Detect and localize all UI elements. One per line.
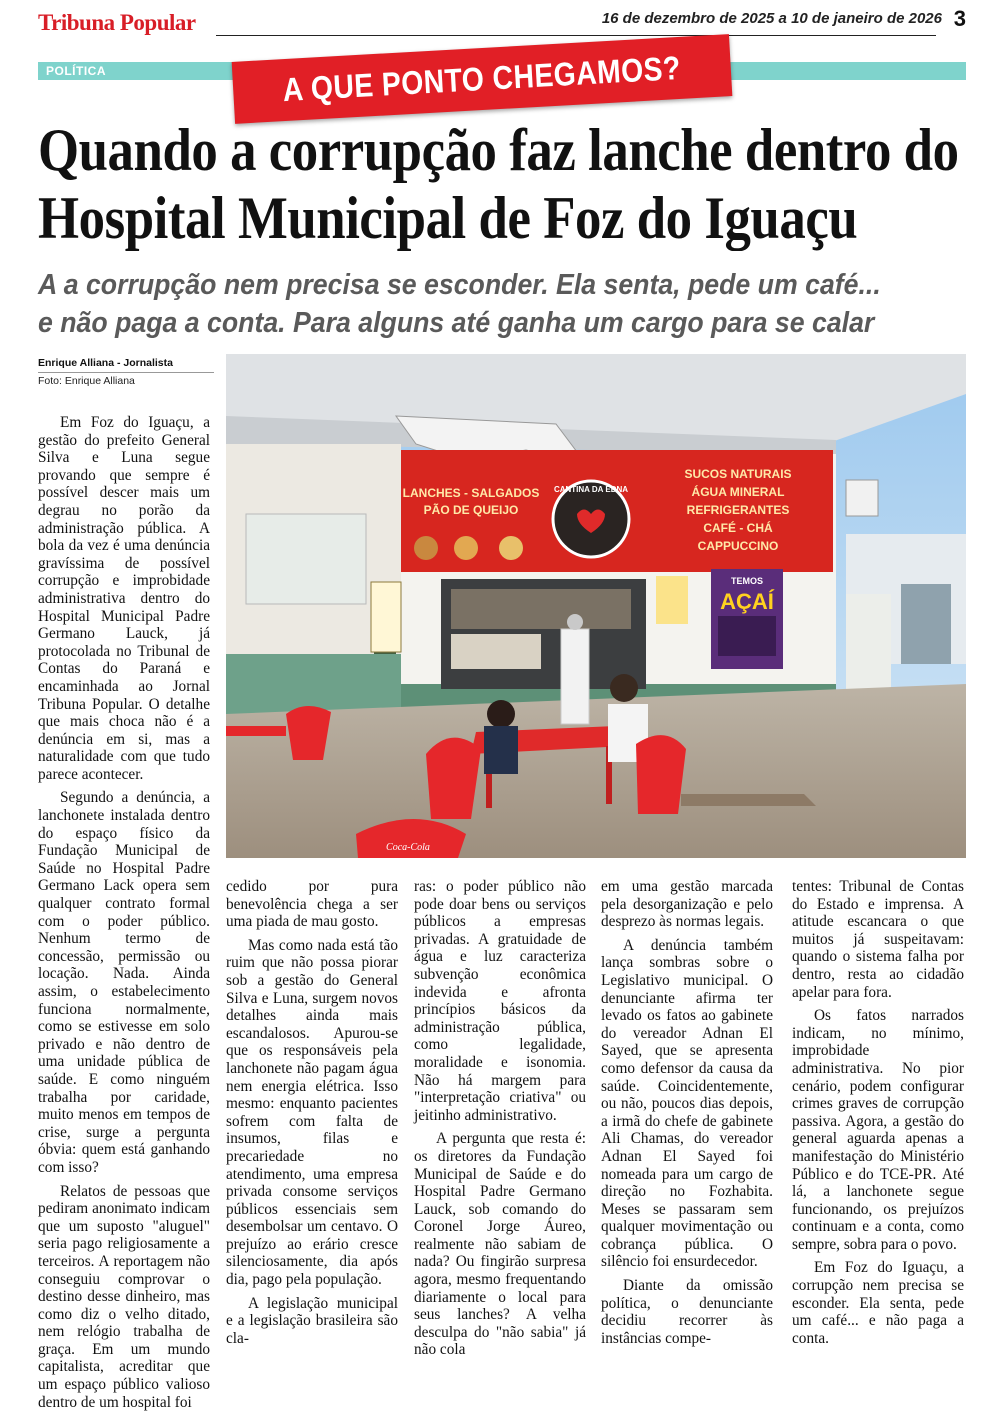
article-headline bbox=[38, 116, 959, 252]
article-column-3 bbox=[414, 878, 586, 1359]
subhead-line-1: A a corrupção nem precisa se esconder. Ela senta, pede um café... bbox=[38, 269, 881, 301]
paragraph: A pergunta que resta é: os diretores da Fundação Municipal de Saúde e do Hospital Padre Germano Lauck, sob comando do Coronel Jorge Áureo, realmente não sabiam de nada? Ou fingirão surpresa agora, mesmo frequentando diariamente o local para seus lanches? A velha desculpa do "não sabia" já não cola bbox=[414, 1130, 586, 1359]
paragraph: A legislação municipal e a legislação brasileira são cla- bbox=[226, 1294, 398, 1347]
masthead bbox=[38, 8, 966, 38]
paragraph: cedido por pura benevolência chega a ser uma piada de mau gosto. bbox=[226, 878, 398, 931]
paragraph: Diante da omissão política, o denunciante decidiu recorrer às instâncias compe- bbox=[601, 1277, 773, 1347]
paragraph: Mas como nada está tão ruim que não possa piorar sob a gestão do General Silva e Luna, surgem novos detalhes ainda mais escandalosos. Apurou-se que os responsáveis pela lanchonete não pagam água nem energia elétrica. Isso mesmo: enquanto pacientes sofrem com falta de insumos, filas e precariedade no atendimento, uma empresa privada consome serviços públicos essenciais sem desembolsar um centavo. O prejuízo ao erário cresce silenciosamente, dia após dia, pago pela população. bbox=[226, 936, 398, 1289]
article-column-2 bbox=[226, 878, 398, 1347]
sign-left-line-1: LANCHES - SALGADOS bbox=[402, 486, 540, 500]
paragraph: ras: o poder público não pode doar bens ou serviços públicos a empresas privadas. A gratuidade de água e luz caracteriza subvenção econômica indevida e afronta princípios básicos da administração pública, como legalidade, moralidade e isonomia. Não há margem para "interpretação criativa" ou jeitinho administrativo. bbox=[414, 878, 586, 1124]
masthead-rule bbox=[216, 35, 936, 36]
article-column-1 bbox=[38, 414, 210, 1411]
sign-right-item-1: SUCOS NATURAIS bbox=[684, 467, 792, 481]
article-column-5 bbox=[792, 878, 964, 1347]
paragraph: em uma gestão marcada pela desorganização e pelo desprezo às normas legais. bbox=[601, 878, 773, 931]
paragraph: Segundo a denúncia, a lanchonete instalada dentro do espaço físico da Fundação Municipal de Saúde no Hospital Padre Germano Lack opera sem qualquer contrato formal com o poder público. Nenhum termo de concessão, permissão ou locação. Nada. Ainda assim, o estabelecimento funciona normalmente, como se estivesse em solo privado e não dentro de uma unidade pública de saúde. E como ninguém trabalha por caridade, muito menos em tempos de crise, surge a pergunta óbvia: quem está ganhando com isso? bbox=[38, 789, 210, 1176]
cantina-logo-text: CANTINA DA EDNA bbox=[553, 485, 629, 494]
newspaper-logo[interactable]: Tribuna Popular bbox=[38, 10, 196, 35]
article-column-4 bbox=[601, 878, 773, 1347]
sign-right-item-2: ÁGUA MINERAL bbox=[691, 485, 785, 499]
sign-right-item-3: REFRIGERANTES bbox=[686, 503, 790, 517]
snack-bar-photo-illustration bbox=[226, 354, 966, 858]
kicker-stamp bbox=[232, 34, 733, 124]
author-name: Enrique Alliana - Jornalista bbox=[38, 356, 214, 373]
kicker-text: A QUE PONTO CHEGAMOS? bbox=[281, 48, 682, 109]
subhead-line-2: e não paga a conta. Para alguns até ganha um cargo para se calar bbox=[38, 307, 875, 339]
paragraph: tentes: Tribunal de Contas do Estado e imprensa. A atitude escancara o que muitos já suspeitavam: quando o sistema falha por dentro, resta ao cidadão apelar para fora. bbox=[792, 878, 964, 1001]
sign-right-item-5: CAPPUCCINO bbox=[697, 539, 779, 553]
issue-date: 16 de dezembro de 2025 a 10 de janeiro de 2026 bbox=[601, 10, 942, 27]
page-number: 3 bbox=[953, 6, 966, 31]
sign-left-line-2: PÃO DE QUEIJO bbox=[423, 503, 519, 517]
paragraph: A denúncia também lança sombras sobre o Legislativo municipal. O denunciante afirma ter levado os fatos ao gabinete do vereador Adnan El Sayed, que se apresenta como defensor da causa da saúde. Coincidentemente, ou não, poucos dias depois, a irmã do chefe de gabinete Ali Chamas, do vereador Adnan El Sayed foi nomeada para um cargo de direção no Fozhabita. Meses se passaram sem qualquer movimentação ou cobrança pública. O silêncio foi ensurdecedor. bbox=[601, 936, 773, 1271]
acai-poster-main: AÇAÍ bbox=[720, 589, 774, 614]
section-label[interactable]: POLÍTICA bbox=[46, 64, 106, 78]
article-subhead bbox=[38, 266, 921, 342]
paragraph: Em Foz do Iguaçu, a corrupção nem precisa se esconder. Ela senta, pede um café... e não paga a conta. bbox=[792, 1259, 964, 1347]
paragraph: Os fatos narrados indicam, no mínimo, improbidade administrativa. No pior cenário, podem configurar crimes graves de corrupção passiva. Agora, a gestão do general aguarda apenas a manifestação do Ministério Público e do TCE-PR. Até lá, a lanchonete segue funcionando, os prejuízos continuam e a conta, como sempre, sobra para o povo. bbox=[792, 1007, 964, 1253]
headline-line-1: Quando a corrupção faz lanche dentro do bbox=[38, 117, 959, 183]
photo-credit: Foto: Enrique Alliana bbox=[38, 375, 135, 387]
article-photo[interactable] bbox=[226, 354, 966, 858]
chair-logo-text: Coca-Cola bbox=[386, 842, 430, 853]
sign-right-item-4: CAFÉ - CHÁ bbox=[703, 521, 773, 535]
acai-poster-top: TEMOS bbox=[730, 576, 764, 586]
paragraph: Em Foz do Iguaçu, a gestão do prefeito General Silva e Luna segue provando que sempre é possível descer mais um degrau no porão da administração pública. A bola da vez é uma denúncia gravíssima de possível corrupção e improbidade administrativa dentro do Hospital Municipal Padre Germano Lauck, já protocolada no Tribunal de Contas do Paraná e encaminhada ao Jornal Tribuna Popular. O detalhe que mais choca não é a denúncia em si, mas a naturalidade com que tudo parece acontecer. bbox=[38, 414, 210, 783]
byline bbox=[38, 356, 214, 388]
headline-line-2: Hospital Municipal de Foz do Iguaçu bbox=[38, 185, 858, 251]
paragraph: Relatos de pessoas que pediram anonimato indicam que um suposto "aluguel" seria pago religiosamente a terceiros. A reportagem não conseguiu comprovar o destino desse dinheiro, mas como diz o velho ditado, nem relógio trabalha de graça. Em um mundo capitalista, acreditar que um espaço público valioso dentro de um hospital foi bbox=[38, 1182, 210, 1411]
